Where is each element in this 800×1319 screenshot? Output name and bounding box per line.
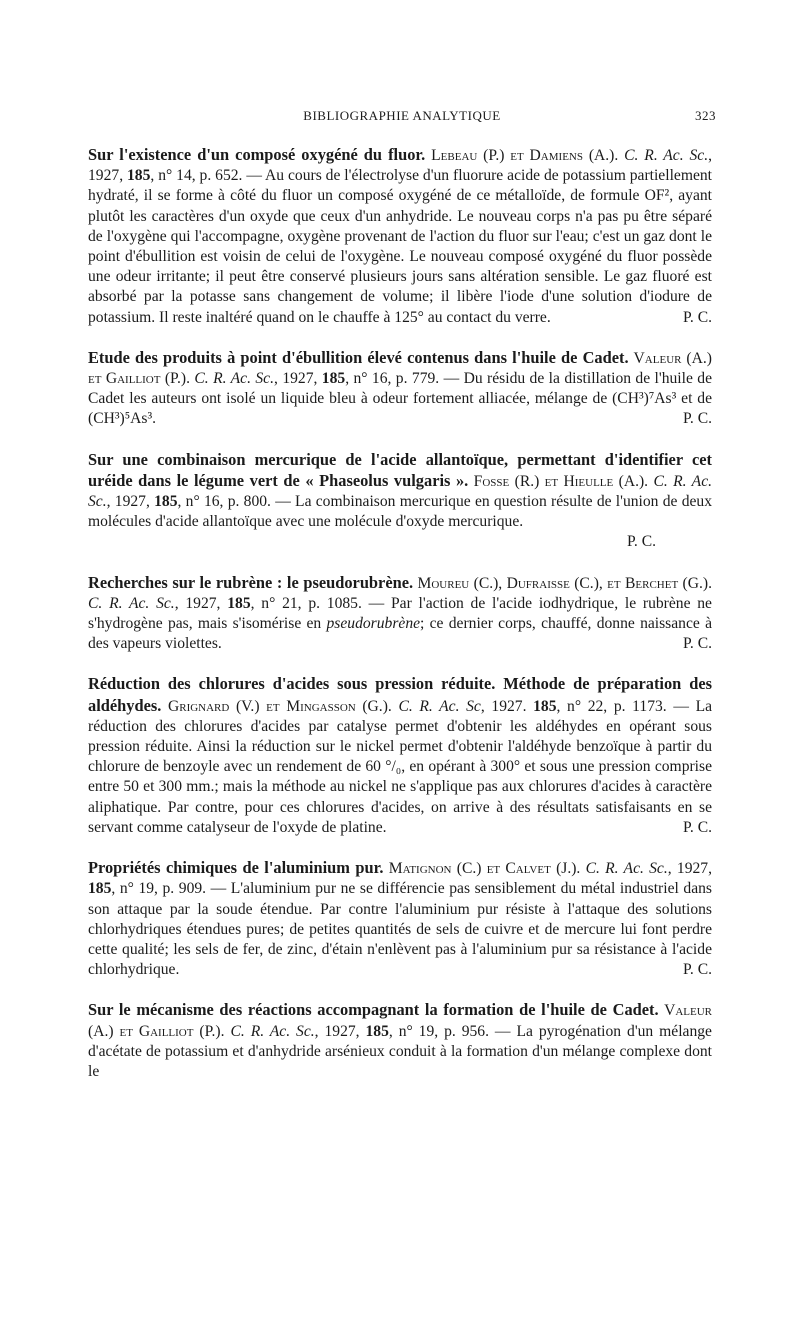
entry-body: L'aluminium pur ne se différencie pas sensiblement du métal industriel dans son attaque par la soude étendue. Par contre l'aluminium pur résiste à l'attaque des solutions chlorhydriques étendues pures; de petites quantités de sels de cuivre et de mercure lui font perdre cette qualité; les sels de fer, de zinc, d'étain n'enlèvent pas à l'aluminium pur sa résistance à l'acide chlorhydrique. — [88, 880, 712, 979]
entry-initials: P. C. — [682, 410, 712, 428]
entry-authors: Valeur (A.) et Gailliot (P.). — [88, 349, 712, 388]
entry-title: Recherches sur le rubrène : le pseudorubrène. — [88, 572, 414, 592]
entry-title: Propriétés chimiques de l'aluminium pur. — [88, 858, 384, 878]
entry-initials: P. C. — [682, 308, 712, 326]
entry-volume: 185 — [154, 493, 178, 511]
entry-year: , 1927, — [174, 594, 228, 612]
bibliography-entry — [88, 348, 712, 430]
bibliography-entry — [88, 858, 712, 980]
entry-body: La réduction des chlorures d'acides par catalyse permet d'obtenir les aldéhydes en opérant sous pression réduite. Ainsi la réduction sur le nickel permet d'obtenir l'aldéhyde benzoïque à partir du chlorure de benzoyle avec un rendement de 60 °/₀, en opérant à 300° et sous une pression comprise entre 50 et 300 mm.; mais la méthode au nickel ne s'applique pas aux chlorures d'acides à caractère aliphatique. Par contre, pour ces chlorures d'acides, on arrive à des résultats satisfaisants en se servant comme catalyseur de l'oxyde de platine. — [88, 697, 713, 836]
entry-body-end: ; ce dernier corps, chauffé, donne naissance à des vapeurs violettes. — [88, 615, 712, 653]
running-title: BIBLIOGRAPHIE ANALYTIQUE — [303, 108, 501, 123]
entry-issue-page: , n° 19, p. 956. — — [388, 1022, 517, 1040]
entry-volume: 185 — [127, 167, 151, 185]
entry-year: , 1927, — [88, 147, 712, 185]
entry-authors: Moureu (C.), Dufraisse (C.), et Berchet (G.). — [417, 574, 712, 592]
entry-issue-page: , n° 21, p. 1085. — — [250, 594, 391, 612]
entry-issue-page: , n° 14, p. 652. — — [150, 167, 266, 185]
entry-journal: C. R. Ac. Sc. — [88, 594, 175, 612]
entry-initials: P. C. — [682, 635, 712, 653]
bibliography-entry — [88, 450, 712, 553]
entry-authors: Lebeau (P.) et Damiens (A.). — [431, 147, 619, 164]
entry-title: Sur l'existence d'un composé oxygéné du fluor. — [88, 145, 426, 164]
entry-initials: P. C. — [626, 533, 656, 551]
entry-initials: P. C. — [682, 961, 712, 979]
entry-journal: C. R. Ac. Sc. — [88, 472, 713, 511]
entry-issue-page: , n° 19, p. 909. — — [111, 880, 231, 898]
entry-title: Sur le mécanisme des réactions accompagnant la formation de l'huile de Cadet. — [88, 1000, 659, 1020]
entry-authors: Fosse (R.) et Hieulle (A.). — [473, 472, 649, 490]
entry-authors: Matignon (C.) et Calvet (J.). — [388, 860, 581, 878]
entry-volume: 185 — [321, 370, 346, 388]
entry-title: Sur une combinaison mercurique de l'acide allantoïque, permettant d'identifier cet uréide dans le légume vert de « Phaseolus vulgaris ». — [88, 449, 712, 490]
page-header — [88, 108, 716, 128]
entry-body: La combinaison mercurique en question résulte de l'union de deux molécules d'acide allantoïque avec une molécule d'oxyde mercurique. — [88, 493, 712, 531]
entry-volume: 185 — [227, 594, 251, 612]
entry-issue-page: , n° 22, p. 1173. — — [556, 697, 696, 715]
entry-year: , 1927, — [106, 493, 155, 511]
bibliography-entry — [88, 674, 712, 838]
entry-volume: 185 — [365, 1022, 389, 1040]
entry-initials: P. C. — [682, 818, 712, 836]
entry-volume: 185 — [88, 880, 112, 898]
entry-volume: 185 — [533, 697, 557, 715]
entry-year: , 1927, — [314, 1022, 366, 1040]
entry-year: , 1927, — [667, 860, 713, 878]
entry-year: , 1927, — [274, 370, 322, 388]
entry-journal: C. R. Ac. Sc. — [194, 370, 275, 388]
entry-issue-page: , n° 16, p. 779. — — [345, 370, 464, 388]
entry-authors: Grignard (V.) et Mingasson (G.). — [167, 697, 392, 715]
entry-journal: C. R. Ac. Sc. — [624, 147, 709, 164]
entry-year: , 1927. — [480, 697, 534, 715]
bibliography-entry — [88, 1000, 712, 1082]
entry-body-italic: pseudorubrène — [326, 615, 421, 633]
entry-journal: C. R. Ac. Sc. — [585, 860, 668, 878]
entry-title: Etude des produits à point d'ébullition élevé contenus dans l'huile de Cadet. — [88, 347, 629, 367]
bibliography-list — [88, 145, 712, 1102]
entry-body: La pyrogénation d'un mélange d'acétate de potassium et d'anhydride arsénieux conduit à la formation d'un mélange complexe dont le — [88, 1022, 712, 1080]
page-number: 323 — [695, 108, 716, 123]
entry-title: Réduction des chlorures d'acides sous pression réduite. Méthode de préparation des aldéhydes. — [88, 674, 712, 715]
bibliography-entry — [88, 573, 712, 655]
entry-issue-page: , n° 16, p. 800. — — [177, 493, 296, 511]
entry-body: Au cours de l'électrolyse d'un fluorure acide de potassium partiellement hydraté, il se forme à côté du fluor un composé oxygéné de ce métalloïde, de formule OF², ayant plutôt les caractères d'un oxyde que ceux d'un anhydride. Le nouveau corps n'a pas pu être séparé de l'oxygène qui l'accompagne, oxygène provenant de l'action du fluor sur l'eau; c'est un gaz dont le point d'ébullition est voisin de celui de l'oxygène. Le nouveau composé oxygéné du fluor possède une odeur irritante; il peut être conservé plusieurs jours sans altération sensible. Le gaz fluoré est absorbé par la potasse sans changement de volume; il libère l'iode d'une solution d'iodure de potassium. Il reste inaltéré quand on le chauffe à 125° au contact du verre. — [88, 167, 712, 326]
bibliography-entry — [88, 145, 712, 328]
entry-authors: Valeur (A.) et Gailliot (P.). — [88, 1002, 713, 1040]
entry-body: Du résidu de la distillation de l'huile de Cadet les auteurs ont isolé un liquide bleu à odeur fortement alliacée, mélange de (CH³)⁷As³ et de (CH³)⁵As³. — [88, 370, 712, 428]
entry-body-start: Par l'action de l'acide iodhydrique, le rubrène ne s'hydrogène pas, mais s'isomérise en — [88, 594, 712, 633]
entry-journal: C. R. Ac. Sc. — [230, 1022, 315, 1040]
entry-journal: C. R. Ac. Sc — [398, 697, 481, 715]
